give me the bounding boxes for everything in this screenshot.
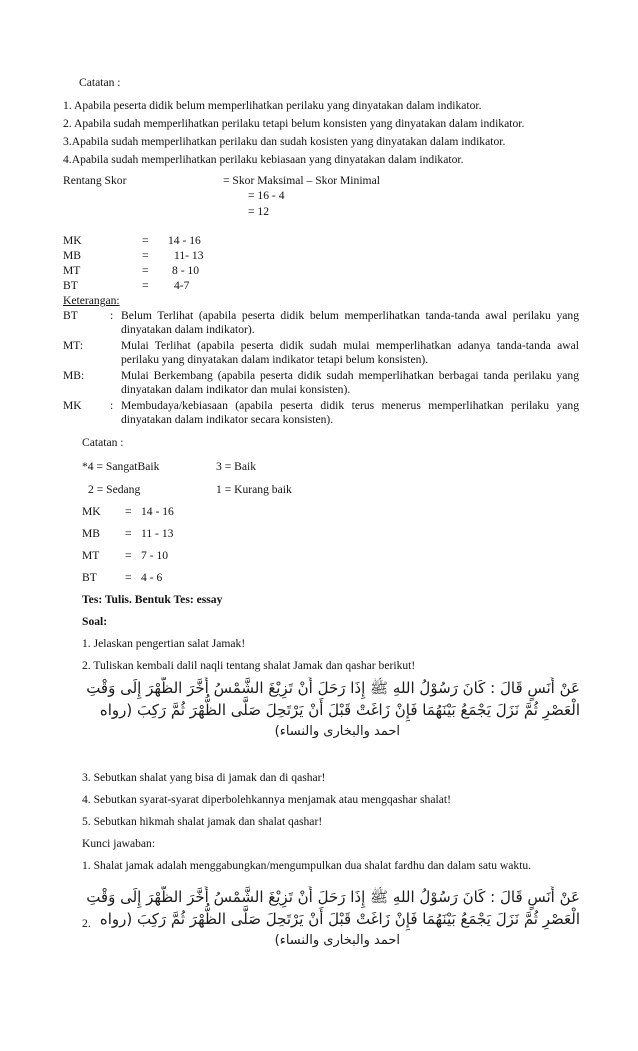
score-range-label: Rentang Skor: [63, 174, 127, 187]
scale-code: BT: [63, 279, 78, 292]
legend-sep: :: [110, 399, 114, 412]
legend-text: Membudaya/kebiasaan (apabila peserta didik terus menerus memperlihatkan perilaku yang dinyatakan dalam indikator secara konsisten).: [121, 399, 579, 426]
score-range-calc: = 16 - 4: [248, 189, 285, 202]
scale-range: 8 - 10: [172, 264, 200, 277]
legend-sep: :: [110, 309, 114, 322]
score-range-result: = 12: [248, 205, 270, 218]
arabic-line: الْعَصْرِ ثُمَّ نَزَلَ يَجْمَعُ بَيْنَهُمَا فَإِنْ زَاغَتْ قَبْلَ أَنْ يَرْتَحِلَ صَلَّى الظُّهْرَ ثُمَّ رَكِبَ (رواه: [99, 701, 580, 719]
scale-code: MB: [63, 249, 82, 262]
question-5: 5. Sebutkan hikmah shalat jamak dan shalat qashar!: [82, 815, 323, 828]
scale-code: BT: [82, 571, 97, 584]
answer-2-number: 2.: [82, 917, 91, 930]
legend-code: MB:: [63, 369, 85, 382]
scale-range: 7 - 10: [141, 549, 169, 562]
arabic-hadith-block-answer: [80, 886, 580, 952]
scale-eq: =: [125, 527, 132, 540]
scale-code: MK: [82, 505, 101, 518]
scale-range: 14 - 16: [168, 234, 201, 247]
grade-4: *4 = SangatBaik: [82, 460, 160, 473]
legend-code: MK: [63, 399, 82, 412]
grade-2: 2 = Sedang: [88, 483, 141, 496]
question-1: 1. Jelaskan pengertian salat Jamak!: [82, 637, 246, 650]
scale-eq: =: [142, 249, 149, 262]
legend-text: Belum Terlihat (apabila peserta didik belum memperlihatkan tanda-tanda awal perilaku yang dinyatakan dalam indikator).: [121, 309, 579, 336]
arabic-source: احمد والبخارى والنساء): [274, 724, 400, 739]
arabic-line: الْعَصْرِ ثُمَّ نَزَلَ يَجْمَعُ بَيْنَهُمَا فَإِنْ زَاغَتْ قَبْلَ أَنْ يَرْتَحِلَ صَلَّى الظُّهْرَ ثُمَّ رَكِبَ (رواه: [99, 910, 580, 928]
notes-item: 1. Apabila peserta didik belum memperlihatkan perilaku yang dinyatakan dalam indikator.: [63, 99, 482, 112]
legend-code: MT:: [63, 339, 84, 352]
test-title: Tes: Tulis. Bentuk Tes: essay: [82, 593, 223, 606]
notes-item: 3.Apabila sudah memperlihatkan perilaku dan sudah kosisten yang dinyatakan dalam indikator.: [63, 135, 506, 148]
scale-code: MT: [63, 264, 81, 277]
notes-heading: Catatan :: [79, 76, 121, 89]
answer-1: 1. Shalat jamak adalah menggabungkan/mengumpulkan dua shalat fardhu dan dalam satu waktu.: [82, 859, 532, 872]
notes-heading-2: Catatan :: [82, 436, 124, 449]
scale-range: 4 - 6: [141, 571, 163, 584]
legend-code: BT: [63, 309, 78, 322]
scale-eq: =: [125, 571, 132, 584]
scale-eq: =: [142, 264, 149, 277]
question-4: 4. Sebutkan syarat-syarat diperbolehkannya menjamak atau mengqashar shalat!: [82, 793, 451, 806]
scale-range: 14 - 16: [141, 505, 174, 518]
scale-code: MK: [63, 234, 82, 247]
legend-title: Keterangan:: [63, 294, 120, 307]
scale-eq: =: [125, 549, 132, 562]
scale-eq: =: [125, 505, 132, 518]
arabic-line: عَنْ أَنَسٍ قَالَ : كَانَ رَسُوْلُ اللهِ ﷺ إِذَا رَحَلَ أَنْ تَزِيْغَ الشَّمْسُ أَخَّرَ الظُّهْرَ إِلَى وَقْتِ: [86, 679, 580, 697]
scale-eq: =: [142, 234, 149, 247]
scale-eq: =: [142, 279, 149, 292]
scale-code: MB: [82, 527, 101, 540]
question-2: 2. Tuliskan kembali dalil naqli tentang shalat Jamak dan qashar berikut!: [82, 659, 416, 672]
grade-1: 1 = Kurang baik: [216, 483, 292, 496]
legend-text: Mulai Berkembang (apabila peserta didik sudah memperlihatkan berbagai tanda perilaku yang dinyatakan dalam indikator dan mulai konsisten).: [121, 369, 579, 396]
answer-key-label: Kunci jawaban:: [82, 837, 156, 850]
arabic-source: احمد والبخارى والنساء): [274, 933, 400, 948]
arabic-hadith-block: [80, 677, 580, 743]
scale-code: MT: [82, 549, 100, 562]
scale-range: 11 - 13: [141, 527, 174, 540]
scale-range: 11- 13: [174, 249, 204, 262]
arabic-line: عَنْ أَنَسٍ قَالَ : كَانَ رَسُوْلُ اللهِ ﷺ إِذَا رَحَلَ أَنْ تَزِيْغَ الشَّمْسُ أَخَّرَ الظُّهْرَ إِلَى وَقْتِ: [86, 888, 580, 906]
scale-range: 4-7: [174, 279, 190, 292]
questions-label: Soal:: [82, 615, 108, 628]
notes-item: 4.Apabila sudah memperlihatkan perilaku kebiasaan yang dinyatakan dalam indikator.: [63, 153, 464, 166]
notes-item: 2. Apabila sudah memperlihatkan perilaku tetapi belum konsisten yang dinyatakan dalam indikator.: [63, 117, 525, 130]
score-range-formula: = Skor Maksimal – Skor Minimal: [223, 174, 380, 187]
question-3: 3. Sebutkan shalat yang bisa di jamak dan di qashar!: [82, 771, 326, 784]
legend-text: Mulai Terlihat (apabila peserta didik sudah mulai memperlihatkan adanya tanda-tanda awal perilaku yang dinyatakan dalam indikator tetapi belum konsisten).: [121, 339, 579, 366]
grade-3: 3 = Baik: [216, 460, 257, 473]
